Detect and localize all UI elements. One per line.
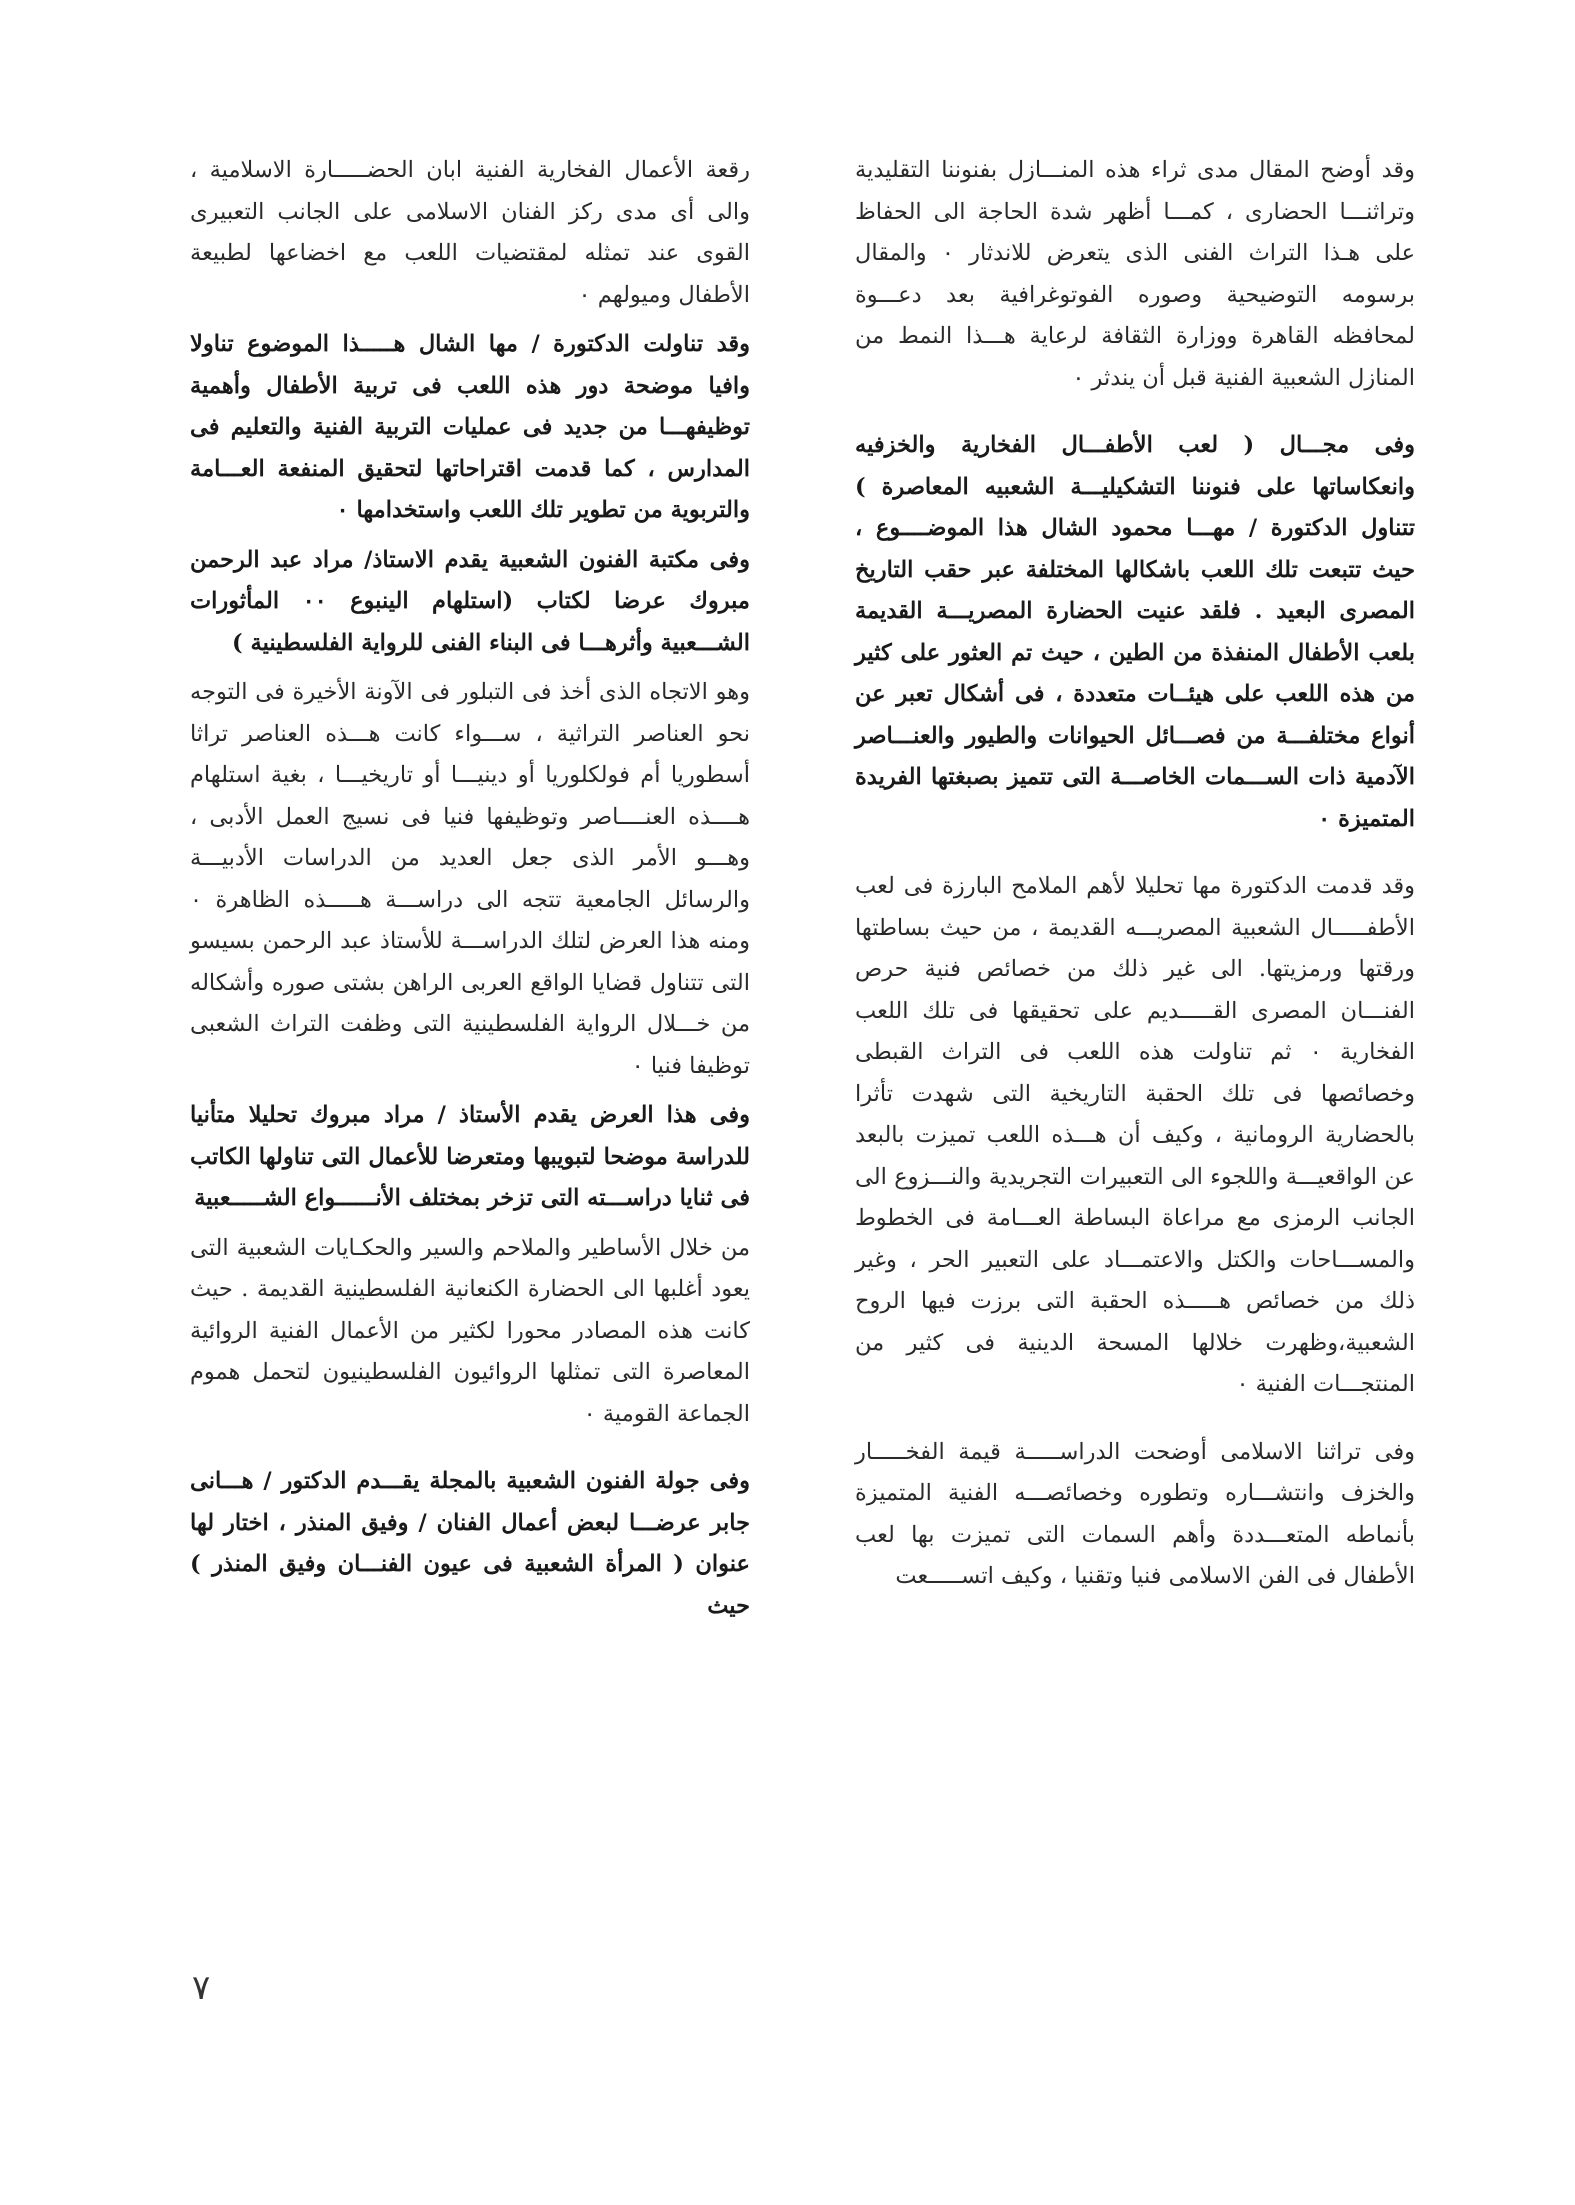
paragraph: وهو الاتجاه الذى أخذ فى التبلور فى الآونة الأخيرة فى التوجه نحو العناصر التراثية ، ســـواء كانت هـــذه العناصر تراثا أسطوريا أم فولكلوريا أو دينيـــا أو تاريخيـــا ، بغية استلهام هــــذه العنــــاصر وتوظيفها فنيا فى نسيج العمل الأدبى ، وهـــو الأمر الذى جعل العديد من الدراسات الأدبيـــة والرسائل الجامعية تتجه الى دراســـة هـــــذه الظاهرة ٠ ومنه هذا العرض لتلك الدراســـة للأستاذ عبد الرحمن بسيسو التى تتناول قضايا الواقع العربى الراهن بشتى صوره وأشكاله من خـــلال الرواية الفلسطينية التى وظفت التراث الشعبى توظيفا فنيا ٠ bbox=[190, 679, 750, 1079]
paragraph: وقد أوضح المقال مدى ثراء هذه المنـــازل بفنوننا التقليدية وتراثنـــا الحضارى ، كمـــا أظهر شدة الحاجة الى الحفاظ على هـذا التراث الفنى الذى يتعرض للاندثار ٠ والمقال برسومه التوضيحية وصوره الفوتوغرافية بعد دعـــوة لمحافظه القاهرة ووزارة الثقافة لرعاية هـــذا النمط من المنازل الشعبية الفنية قبل أن يندثر ٠ bbox=[855, 157, 1416, 391]
paragraph-bold: وفى هذا العرض يقدم الأستاذ / مراد مبروك تحليلا متأنيا للدراسة موضحا لتبويبها ومتعرضا للأعمال التى تناولها الكاتب فى ثنايا دراســـته التى تزخر بمختلف الأنــــــواع الشـــــعبية bbox=[190, 1102, 750, 1211]
paragraph: رقعة الأعمال الفخارية الفنية ابان الحضـــــارة الاسلامية ، والى أى مدى ركز الفنان الاسلامى على الجانب التعبيرى القوى عند تمثله لمقتضيات اللعب مع اخضاعها لطبيعة الأطفال وميولهم ٠ bbox=[190, 157, 750, 308]
right-column bbox=[855, 150, 1415, 1606]
paragraph: من خلال الأساطير والملاحم والسير والحكـايات الشعبية التى يعود أغلبها الى الحضارة الكنعانية الفلسطينية القديمة . حيث كانت هذه المصادر محورا لكثير من الأعمال الفنية الروائية المعاصرة التى تمثلها الروائيون الفلسطينيون لتحمل هموم الجماعة القومية ٠ bbox=[190, 1234, 750, 1427]
paragraph-bold: وفى مجـــال ( لعب الأطفـــال الفخارية والخزفيه وانعكاساتها على فنوننا التشكيليـــة الشعبيه المعاصرة ) تتناول الدكتورة / مهـــا محمود الشال هذا الموضــــوع ، حيث تتبعت تلك اللعب باشكالها المختلفة عبر حقب التاريخ المصرى البعيد . فلقد عنيت الحضارة المصريـــة القديمة بلعب الأطفال المنفذة من الطين ، حيث تم العثور على كثير من هذه اللعب على هيئــات متعددة ، فى أشكال تعبر عن أنواع مختلفـــة من فصـــائل الحيوانات والطيور والعنـــاصر الآدمية ذات الســـمات الخاصـــة التى تتميز بصبغتها الفريدة المتميزة ٠ bbox=[855, 432, 1415, 832]
page-number: ٧ bbox=[192, 1968, 211, 2008]
paragraph-bold: وفى مكتبة الفنون الشعبية يقدم الاستاذ/ مراد عبد الرحمن مبروك عرضا لكتاب (استلهام الينبوع ٠٠ المأثورات الشـــعبية وأثرهـــا فى البناء الفنى للرواية الفلسطينية ) bbox=[190, 546, 750, 656]
paragraph-bold: وفى جولة الفنون الشعبية بالمجلة يقـــدم الدكتور / هـــانى جابر عرضـــا لبعض أعمال الفنان / وفيق المنذر ، اختار لها عنوان ( المرأة الشعبية فى عيون الفنـــان وفيق المنذر ) حيث bbox=[190, 1468, 750, 1619]
left-column bbox=[190, 150, 750, 1635]
paragraph-bold: وقد تناولت الدكتورة / مها الشال هـــــذا الموضوع تناولا وافيا موضحة دور هذه اللعب فى تربية الأطفال وأهمية توظيفهـــا من جديد فى عمليات التربية الفنية والتعليم فى المدارس ، كما قدمت اقتراحاتها لتحقيق المنفعة العـــامة والتربوية من تطوير تلك اللعب واستخدامها ٠ bbox=[190, 331, 750, 523]
paragraph: وقد قدمت الدكتورة مها تحليلا لأهم الملامح البارزة فى لعب الأطفـــــال الشعبية المصريـــه القديمة ، من حيث بساطتها ورقتها ورمزيتها. الى غير ذلك من خصائص فنية حرص الفنـــان المصرى القـــــديم على تحقيقها فى تلك اللعب الفخارية ٠ ثم تناولت هذه اللعب فى التراث القبطى وخصائصها فى تلك الحقبة التاريخية التى شهدت تأثرا بالحضارية الرومانية ، وكيف أن هـــذه اللعب تميزت بالبعد عن الواقعيـــة واللجوء الى التعبيرات التجريدية والنـــزوع الى الجانب الرمزى مع مراعاة البساطة العـــامة فى الخطوط والمســـاحات والكتل والاعتمـــاد على التعبير الحر ، وغير ذلك من خصائص هـــــذه الحقبة التى برزت فيها الروح الشعبية،وظهرت خلالها المسحة الدينية فى كثير من المنتجـــات الفنية ٠ bbox=[855, 873, 1416, 1397]
paragraph: وفى تراثنا الاسلامى أوضحت الدراســـــة قيمة الفخـــــار والخزف وانتشـــاره وتطوره وخصائصـــه الفنية المتميزة بأنماطه المتعـــددة وأهم السمات التى تميزت بها لعب الأطفال فى الفن الاسلامى فنيا وتقنيا ، وكيف اتســـــعت bbox=[855, 1438, 1415, 1589]
